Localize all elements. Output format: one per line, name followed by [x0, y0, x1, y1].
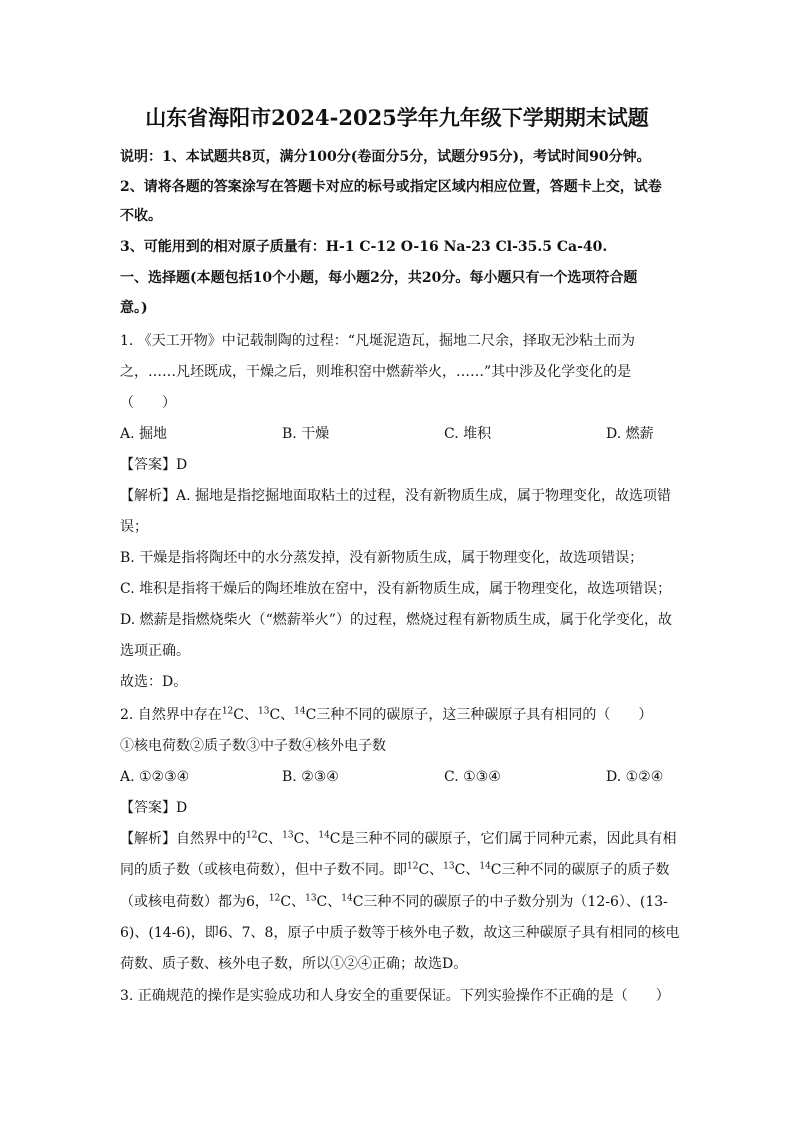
mass-number-12: 12 — [246, 830, 258, 841]
q2-analysis-1-prefix: 【解析】自然界中的 — [120, 831, 246, 847]
q1-option-c: C. 堆积 — [444, 426, 492, 442]
mass-number-13: 13 — [282, 830, 294, 841]
isotope-separator: C、 — [418, 862, 444, 878]
q2-analysis-line-1 — [120, 829, 677, 849]
q3-stem: 3. 正确规范的操作是实验成功和人身安全的重要保证。下列实验操作不正确的是（ ） — [120, 988, 670, 1004]
q1-analysis-line-7: 故选：D。 — [120, 674, 188, 690]
q1-answer-blank: （ ） — [120, 395, 176, 411]
q1-analysis-line-5: D. 燃薪是指燃烧柴火（“燃薪举火”）的过程，燃烧过程有新物质生成，属于化学变化，故 — [120, 612, 672, 628]
q2-option-c: C. ①③④ — [444, 769, 501, 785]
mass-number-13: 13 — [305, 893, 317, 904]
isotope-separator: C、 — [269, 707, 295, 723]
isotope-separator: C、 — [257, 831, 283, 847]
isotope-separator: C、 — [280, 894, 306, 910]
instruction-line-2a: 2、请将各题的答案涂写在答题卡对应的标号或指定区域内相应位置，答题卡上交，试卷 — [120, 179, 662, 195]
q2-stem-suffix: C三种不同的碳原子，这三种碳原子具有相同的（ ） — [305, 707, 653, 723]
instruction-line-3: 3、可能用到的相对原子质量有：H-1 C-12 O-16 Na-23 Cl-35.5 Ca-40. — [120, 239, 608, 255]
mass-number-12: 12 — [221, 706, 234, 717]
q2-answer: 【答案】D — [120, 800, 188, 816]
isotope-separator: C、 — [316, 894, 342, 910]
q1-option-b: B. 干燥 — [282, 426, 330, 442]
q1-stem-line-2: 之，……凡坯既成，干燥之后，则堆积窑中燃薪举火，……”其中涉及化学变化的是 — [120, 364, 632, 380]
mass-number-12: 12 — [268, 893, 281, 904]
section-heading-line-2: 意。) — [120, 300, 148, 316]
q1-option-d: D. 燃薪 — [606, 426, 654, 442]
q2-stem-prefix: 2. 自然界中存在 — [120, 707, 222, 723]
instruction-line-1: 说明：1、本试题共8页，满分100分(卷面分5分，试题分95分)，考试时间90分钟。 — [120, 149, 651, 165]
q1-analysis-line-6: 选项正确。 — [120, 643, 190, 659]
page-title: 山东省海阳市2024-2025学年九年级下学期期末试题 — [145, 105, 649, 130]
q2-analysis-1-suffix: C是三种不同的碳原子，它们属于同种元素，因此具有相 — [329, 831, 677, 847]
q1-analysis-line-3: B. 干燥是指将陶坯中的水分蒸发掉，没有新物质生成，属于物理变化，故选项错误； — [120, 550, 644, 566]
q1-analysis-line-4: C. 堆积是指将干燥后的陶坯堆放在窑中，没有新物质生成，属于物理变化，故选项错误； — [120, 581, 672, 597]
mass-number-14: 14 — [294, 706, 306, 717]
q2-option-b: B. ②③④ — [282, 769, 339, 785]
isotope-separator: C、 — [454, 862, 480, 878]
mass-number-14: 14 — [479, 861, 491, 872]
mass-number-13: 13 — [443, 861, 455, 872]
mass-number-14: 14 — [318, 830, 330, 841]
q1-option-a: A. 掘地 — [120, 426, 168, 442]
q2-stem — [120, 705, 652, 725]
q1-stem-line-1: 1. 《天工开物》中记载制陶的过程：“凡埏泥造瓦，掘地二尺余，择取无沙粘土而为 — [120, 333, 635, 349]
isotope-separator: C、 — [233, 707, 258, 723]
isotope-separator: C、 — [293, 831, 319, 847]
section-heading-line-1: 一、选择题(本题包括10个小题，每小题2分，共20分。每小题只有一个选项符合题 — [120, 270, 638, 286]
q1-analysis-line-1: 【解析】A. 掘地是指挖掘地面取粘土的过程，没有新物质生成，属于物理变化，故选项错 — [120, 488, 672, 504]
q2-analysis-line-4: 6)、(14-6)，即6、7、8，原子中质子数等于核外电子数，故这三种碳原子具有相同的核电 — [120, 925, 680, 941]
mass-number-12: 12 — [407, 861, 419, 872]
q2-analysis-line-2 — [120, 860, 670, 880]
q2-analysis-2-suffix: C三种不同的碳原子的质子数 — [490, 862, 670, 878]
q1-answer: 【答案】D — [120, 457, 188, 473]
q2-option-d: D. ①②④ — [606, 769, 664, 785]
q2-analysis-2-prefix: 同的质子数（或核电荷数），但中子数不同。即 — [120, 862, 407, 878]
q1-analysis-line-2: 误； — [120, 519, 148, 535]
q2-analysis-3-prefix: （或核电荷数）都为6， — [120, 894, 269, 910]
q2-analysis-line-5: 荷数、质子数、核外电子数，所以①②④正确；故选D。 — [120, 956, 468, 972]
mass-number-13: 13 — [257, 706, 270, 717]
q2-analysis-line-3 — [120, 892, 668, 912]
instruction-line-2b: 不收。 — [120, 208, 162, 224]
q2-option-a: A. ①②③④ — [120, 769, 190, 785]
q2-choices: ①核电荷数②质子数③中子数④核外电子数 — [120, 738, 386, 754]
mass-number-14: 14 — [341, 893, 353, 904]
q2-analysis-3-suffix: C三种不同的碳原子的中子数分别为（12-6）、(13- — [352, 894, 668, 910]
